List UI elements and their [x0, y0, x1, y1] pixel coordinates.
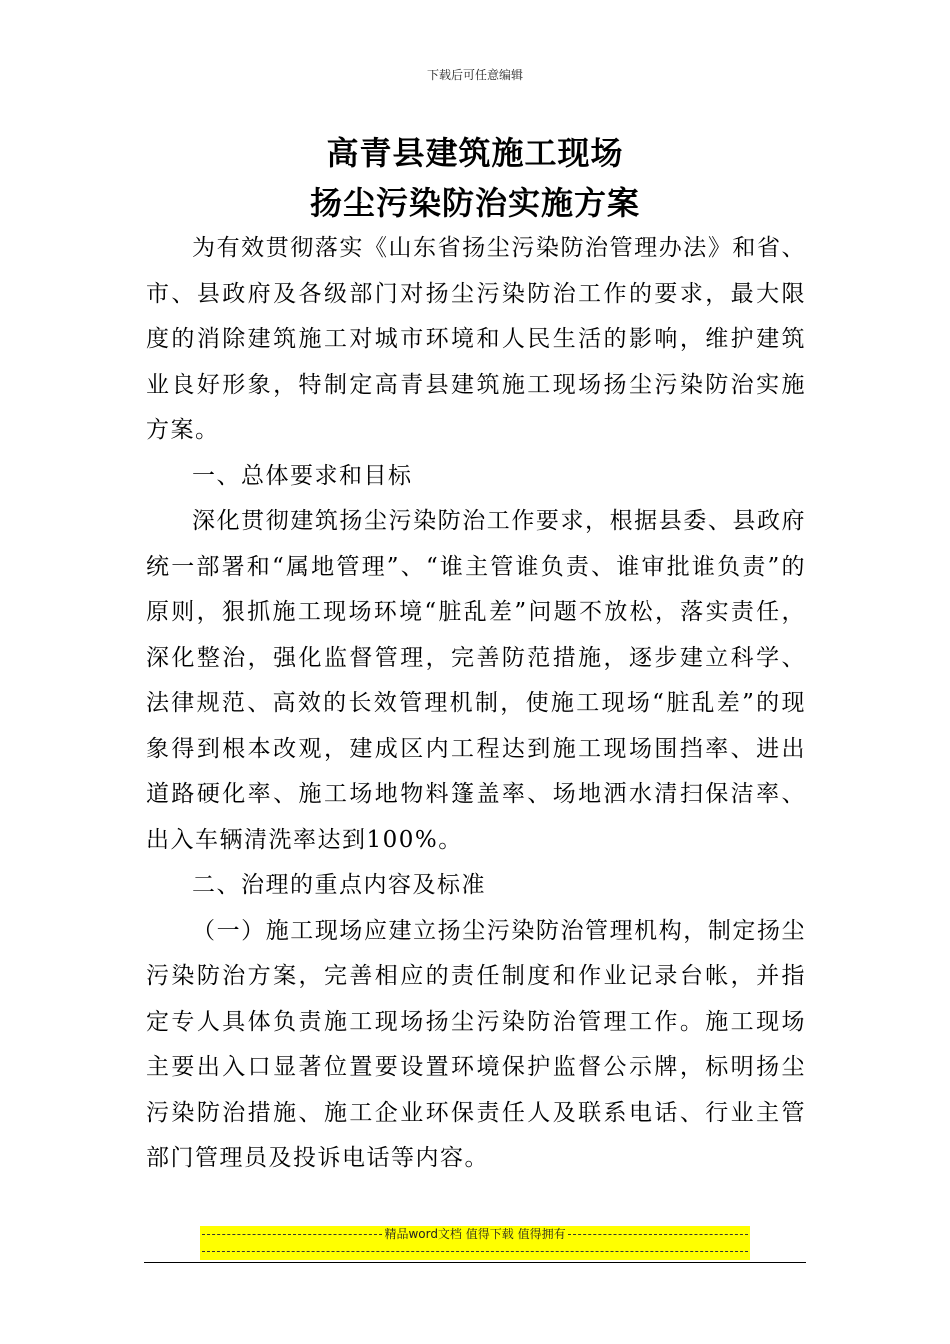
- footer-banner: [200, 1226, 750, 1260]
- header-note: 下载后可任意编辑: [426, 68, 523, 82]
- dash-fill-right: [568, 1234, 748, 1235]
- intro-paragraph: 为有效贯彻落实《山东省扬尘污染防治管理办法》和省、市、县政府及各级部门对扬尘污染防治工作的要求，最大限度的消除建筑施工对城市环境和人民生活的影响，维护建筑业良好形象，特制定高青县建筑施工现场扬尘污染防治实施方案。: [146, 235, 806, 443]
- section-heading-2: 二、治理的重点内容及标准: [192, 872, 486, 898]
- document-body: [146, 226, 806, 1182]
- body-paragraph: 深化贯彻建筑扬尘污染防治工作要求，根据县委、县政府统一部署和“属地管理”、“谁主管谁负责、谁审批谁负责”的原则，狠抓施工现场环境“脏乱差”问题不放松，落实责任，深化整治，强化监督管理，完善防范措施，逐步建立科学、法律规范、高效的长效管理机制，使施工现场“脏乱差”的现象得到根本改观，建成区内工程达到施工现场围挡率、进出道路硬化率、施工场地物料篷盖率、场地洒水清扫保洁率、出入车辆清洗率达到100%。: [146, 508, 806, 853]
- dash-fill-full: [202, 1251, 748, 1252]
- body-paragraph: （一）施工现场应建立扬尘污染防治管理机构，制定扬尘污染防治方案，完善相应的责任制度和作业记录台帐，并指定专人具体负责施工现场扬尘污染防治管理工作。施工现场主要出入口显著位置要设置环境保护监督公示牌，标明扬尘污染防治措施、施工企业环保责任人及联系电话、行业主管部门管理员及投诉电话等内容。: [146, 917, 806, 1171]
- section-heading-1: 一、总体要求和目标: [192, 462, 413, 489]
- document-title-line-1: 高青县建筑施工现场: [326, 134, 624, 172]
- document-title-line-2: 扬尘污染防治实施方案: [309, 184, 640, 222]
- footer-banner-text: 精品word文档 值得下载 值得拥有: [384, 1227, 566, 1241]
- dash-fill-left: [202, 1234, 382, 1235]
- footer-divider: [144, 1262, 806, 1263]
